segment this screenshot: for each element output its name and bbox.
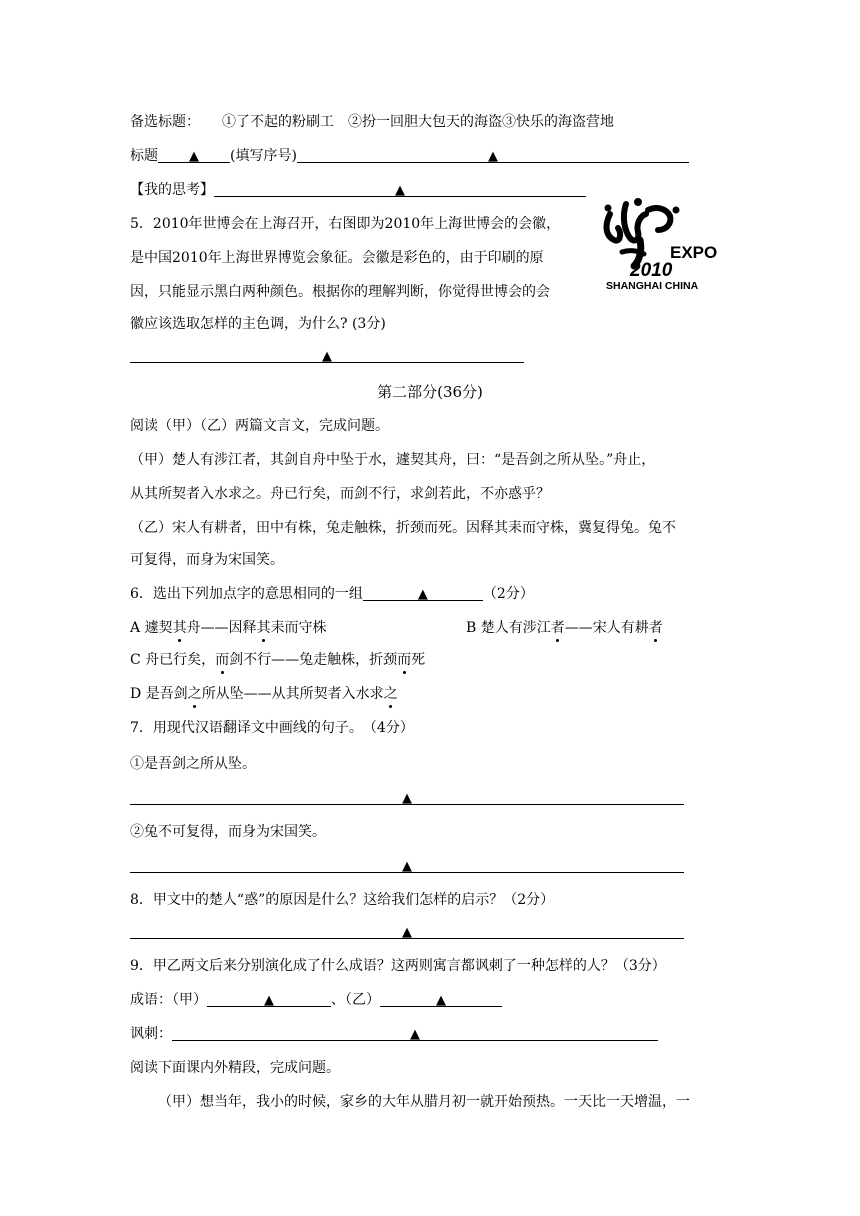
- dotted-char: 而: [215, 652, 230, 668]
- logo-city-text: SHANGHAI CHINA: [606, 280, 699, 292]
- dotted-char: 者: [648, 620, 663, 636]
- q7-answer-line-2: [130, 856, 684, 876]
- my-thinking-line: [130, 180, 586, 200]
- reading-jia-paragraph: （甲）想当年，我小的时候，家乡的大年从腊月初一就开始预热。一天比一天增温，一: [158, 1094, 690, 1110]
- q6-stem: 6．选出下列加点字的意思相同的一组: [130, 586, 363, 602]
- blank-marker-icon: ▲: [436, 993, 446, 1008]
- title-answer-blank[interactable]: [297, 146, 689, 163]
- dotted-char: 之: [383, 686, 398, 702]
- title-number-blank[interactable]: [158, 146, 230, 163]
- title-fill-line: [130, 146, 689, 166]
- idiom-yi-blank[interactable]: [380, 990, 502, 1007]
- option-c-label: C: [130, 652, 146, 668]
- blank-marker-icon: ▲: [410, 1027, 420, 1042]
- q8-answer-blank[interactable]: [130, 922, 684, 939]
- q7-answer-blank-2[interactable]: [130, 856, 684, 873]
- q8-stem: 8．甲文中的楚人“惑”的原因是什么？这给我们怎样的启示？（2分）: [130, 892, 555, 908]
- classical-reading-intro: 阅读（甲）（乙）两篇文言文，完成问题。: [130, 418, 389, 434]
- idiom-separator: 、（乙）: [331, 992, 380, 1008]
- title-option-2-3: ②扮一回胆大包天的海盗③快乐的海盗营地: [348, 114, 614, 130]
- option-d-text: 所从坠——从其所契者入水求: [201, 686, 384, 702]
- option-b-label: B: [466, 620, 481, 636]
- q5-answer-line: [130, 346, 524, 366]
- idiom-jia-blank[interactable]: [207, 990, 331, 1007]
- option-c-text: 舟已行矣，: [145, 652, 216, 668]
- part2-heading: 第二部分(36分): [377, 383, 483, 401]
- q7-answer-blank-1[interactable]: [130, 788, 684, 805]
- q7-answer-line-1: [130, 788, 684, 808]
- modern-reading-intro: 阅读下面课内外精段，完成问题。: [130, 1060, 340, 1076]
- option-c-text: 剑不行——兔走触株，折颈: [229, 652, 398, 668]
- dotted-char: 其: [256, 620, 271, 636]
- alternative-titles-line: [130, 112, 614, 132]
- q6-answer-blank[interactable]: [363, 584, 483, 601]
- q6-option-d[interactable]: [130, 684, 398, 704]
- titles-label: 备选标题：: [130, 114, 200, 130]
- dotted-char: 者: [550, 620, 565, 636]
- q6-stem-line: [130, 584, 534, 604]
- q5-text-line-4: 徽应该选取怎样的主色调，为什么? (3分): [130, 316, 386, 332]
- expo-2010-logo: [600, 196, 742, 292]
- blank-marker-icon: ▲: [264, 993, 274, 1008]
- blank-marker-icon: ▲: [402, 859, 412, 874]
- option-a-label: A: [130, 620, 145, 636]
- title-option-1: ①了不起的粉刷工: [222, 114, 334, 130]
- q8-answer-line: [130, 922, 684, 942]
- satire-answer-blank[interactable]: [172, 1024, 658, 1041]
- q7-sentence-2: ②兔不可复得，而身为宋国笑。: [130, 824, 326, 840]
- q7-stem: 7．用现代汉语翻译文中画线的句子。 （4分）: [130, 720, 414, 736]
- q5-text-line-3: 因，只能显示黑白两种颜色。根据你的理解判断，你觉得世博会的会: [130, 284, 550, 300]
- dotted-char: 之: [187, 686, 202, 702]
- satire-label: 讽刺：: [130, 1026, 172, 1042]
- option-a-text: 耒而守株: [270, 620, 327, 636]
- q9-stem: 9．甲乙两文后来分别演化成了什么成语？这两则寓言都讽刺了一种怎样的人？（3分）: [130, 958, 666, 974]
- option-d-text: 是吾剑: [145, 686, 188, 702]
- option-c-text: 死: [411, 652, 426, 668]
- q5-answer-blank[interactable]: [130, 346, 524, 363]
- logo-year-text: 2010: [630, 260, 673, 281]
- dotted-char: 其: [172, 620, 187, 636]
- option-a-text: 遽契: [144, 620, 173, 636]
- passage-yi-line-2: 可复得，而身为宋国笑。: [130, 552, 284, 568]
- blank-marker-icon: ▲: [395, 183, 405, 198]
- blank-marker-icon: ▲: [189, 149, 199, 164]
- passage-yi-line-1: （乙）宋人有耕者，田中有株，兔走触株，折颈而死。因释其耒而守株，冀复得兔。兔不: [130, 520, 676, 536]
- option-b-text: ——宋人有耕: [564, 620, 649, 636]
- thinking-label: 【我的思考】: [130, 182, 214, 198]
- thinking-answer-blank[interactable]: [214, 180, 586, 197]
- fill-hint: (填写序号): [230, 148, 297, 164]
- q6-score: （2分）: [482, 586, 534, 602]
- q5-text-line-1: 5．2010年世博会在上海召开，右图即为2010年上海世博会的会徽，: [130, 216, 561, 232]
- q6-option-b[interactable]: [466, 618, 663, 638]
- dotted-char: 而: [397, 652, 412, 668]
- idiom-label: 成语：（甲）: [130, 992, 207, 1008]
- blank-marker-icon: ▲: [322, 349, 332, 364]
- passage-jia-line-1: （甲）楚人有涉江者，其剑自舟中坠于水，遽契其舟，曰：“是吾剑之所从坠。”舟止，: [130, 452, 656, 468]
- blank-marker-icon: ▲: [487, 149, 498, 164]
- q6-option-c[interactable]: [130, 650, 425, 670]
- option-b-text: 楚人有涉江: [480, 620, 551, 636]
- blank-marker-icon: ▲: [417, 587, 428, 602]
- blank-marker-icon: ▲: [402, 791, 412, 806]
- logo-expo-text: EXPO: [670, 243, 718, 262]
- q5-text-line-2: 是中国2010年上海世界博览会象征。会徽是彩色的，由于印刷的原: [130, 250, 544, 266]
- q9-satire-line: [130, 1024, 658, 1044]
- q9-idiom-line: [130, 990, 502, 1010]
- option-a-text: 舟——因释: [186, 620, 257, 636]
- blank-marker-icon: ▲: [402, 925, 412, 940]
- q6-option-a[interactable]: [130, 618, 327, 638]
- logo-brush-figure-icon: [605, 198, 680, 266]
- q7-sentence-1: ①是吾剑之所从坠。: [130, 756, 256, 772]
- passage-jia-line-2: 从其所契者入水求之。舟已行矣，而剑不行，求剑若此，不亦惑乎？: [130, 486, 550, 502]
- option-d-label: D: [130, 686, 146, 702]
- title-label: 标题: [130, 148, 158, 164]
